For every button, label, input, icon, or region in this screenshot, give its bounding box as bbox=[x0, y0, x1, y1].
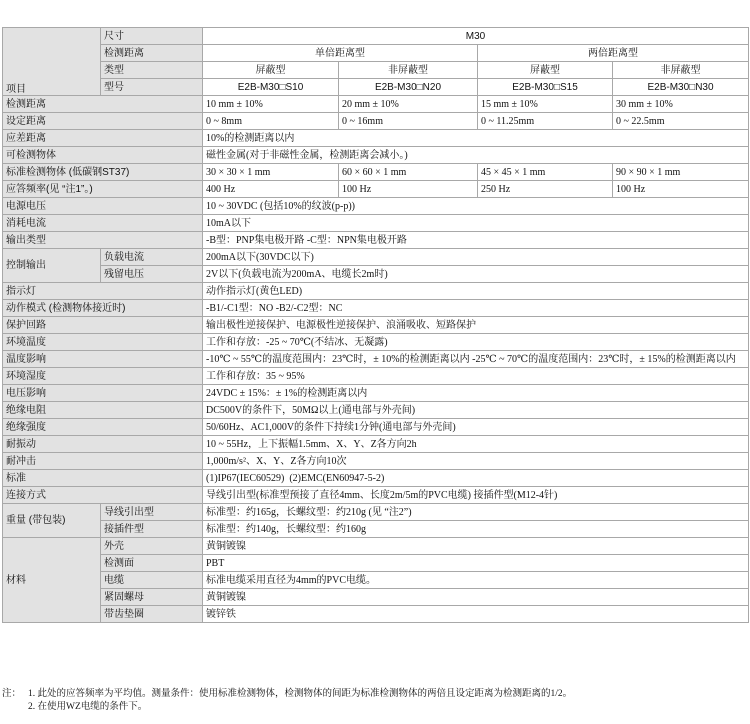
table-row bbox=[3, 589, 749, 606]
row-label: 绝缘电阻 bbox=[3, 402, 203, 419]
row-label: 重量 (带包装) bbox=[3, 504, 101, 538]
cell-value: -B型：PNP集电极开路 -C型：NPN集电极开路 bbox=[203, 232, 749, 249]
note-2: 2. 在使用WZ电缆的条件下。 bbox=[28, 702, 148, 712]
sub-label: 接插件型 bbox=[101, 521, 203, 538]
cell-value: 2V以下(负载电流为200mA、电缆长2m时) bbox=[203, 266, 749, 283]
cell-value: 30 mm ± 10% bbox=[613, 96, 749, 113]
row-label: 标准检测物体 (低碳钢ST37) bbox=[3, 164, 203, 181]
row-label: 可检测物体 bbox=[3, 147, 203, 164]
row-label: 电源电压 bbox=[3, 198, 203, 215]
row-label: 应差距离 bbox=[3, 130, 203, 147]
single-distance-header: 单倍距离型 bbox=[203, 45, 478, 62]
cell-value: 250 Hz bbox=[478, 181, 613, 198]
item-header: 项目 bbox=[3, 28, 101, 96]
cell-value: 100 Hz bbox=[339, 181, 478, 198]
cell-value: PBT bbox=[203, 555, 749, 572]
size-label: 尺寸 bbox=[101, 28, 203, 45]
table-row bbox=[3, 215, 749, 232]
table-row bbox=[3, 402, 749, 419]
cell-value: 400 Hz bbox=[203, 181, 339, 198]
table-row bbox=[3, 130, 749, 147]
cell-value: 0 ~ 22.5mm bbox=[613, 113, 749, 130]
type-unshielded-1: 非屏蔽型 bbox=[339, 62, 478, 79]
table-row bbox=[3, 181, 749, 198]
table-row bbox=[3, 436, 749, 453]
cell-value: 30 × 30 × 1 mm bbox=[203, 164, 339, 181]
cell-value: (1)IP67(IEC60529) (2)EMC(EN60947-5-2) bbox=[203, 470, 749, 487]
row-label: 标准 bbox=[3, 470, 203, 487]
table-row bbox=[3, 96, 749, 113]
table-row bbox=[3, 334, 749, 351]
sub-label: 带齿垫圈 bbox=[101, 606, 203, 623]
table-row bbox=[3, 283, 749, 300]
table-row bbox=[3, 317, 749, 334]
footnotes bbox=[2, 688, 748, 714]
table-row bbox=[3, 351, 749, 368]
table-row bbox=[3, 385, 749, 402]
cell-value: 0 ~ 8mm bbox=[203, 113, 339, 130]
table-row bbox=[3, 538, 749, 555]
row-label: 绝缘强度 bbox=[3, 419, 203, 436]
row-label: 应答频率(见 “注1”。) bbox=[3, 181, 203, 198]
cell-value: 24VDC ± 15%：± 1%的检测距离以内 bbox=[203, 385, 749, 402]
row-label: 保护回路 bbox=[3, 317, 203, 334]
row-label: 耐振动 bbox=[3, 436, 203, 453]
row-label: 输出类型 bbox=[3, 232, 203, 249]
size-value: M30 bbox=[203, 28, 749, 45]
cell-value: 输出极性逆接保护、电源极性逆接保护、浪涌吸收、短路保护 bbox=[203, 317, 749, 334]
sub-label: 负载电流 bbox=[101, 249, 203, 266]
model-label: 型号 bbox=[101, 79, 203, 96]
cell-value: 60 × 60 × 1 mm bbox=[339, 164, 478, 181]
cell-value: -B1/-C1型：NO -B2/-C2型：NC bbox=[203, 300, 749, 317]
row-label: 控制输出 bbox=[3, 249, 101, 283]
cell-value: 45 × 45 × 1 mm bbox=[478, 164, 613, 181]
table-row bbox=[3, 113, 749, 130]
sub-label: 电缆 bbox=[101, 572, 203, 589]
cell-value: 黄铜镀镍 bbox=[203, 538, 749, 555]
table-row bbox=[3, 300, 749, 317]
table-row bbox=[3, 198, 749, 215]
row-label: 动作模式 (检测物体接近时) bbox=[3, 300, 203, 317]
cell-value: 10mA以下 bbox=[203, 215, 749, 232]
row-label: 消耗电流 bbox=[3, 215, 203, 232]
note-1: 1. 此处的应答频率为平均值。测量条件：使用标准检测物体，检测物体的间距为标准检测物体的两倍且设定距离为检测距离的1/2。 bbox=[28, 689, 573, 699]
table-row bbox=[3, 419, 749, 436]
cell-value: 10 ~ 30VDC (包括10%的纹波(p-p)) bbox=[203, 198, 749, 215]
sub-label: 导线引出型 bbox=[101, 504, 203, 521]
cell-value: 0 ~ 11.25mm bbox=[478, 113, 613, 130]
table-row bbox=[3, 368, 749, 385]
row-label: 环境湿度 bbox=[3, 368, 203, 385]
spec-table bbox=[2, 27, 749, 623]
cell-value: 50/60Hz、AC1,000V的条件下持续1分钟(通电部与外壳间) bbox=[203, 419, 749, 436]
cell-value: 0 ~ 16mm bbox=[339, 113, 478, 130]
row-label: 连接方式 bbox=[3, 487, 203, 504]
cell-value: 10%的检测距离以内 bbox=[203, 130, 749, 147]
row-label: 指示灯 bbox=[3, 283, 203, 300]
table-row bbox=[3, 555, 749, 572]
cell-value: 15 mm ± 10% bbox=[478, 96, 613, 113]
cell-value: 200mA以下(30VDC以下) bbox=[203, 249, 749, 266]
row-label: 设定距离 bbox=[3, 113, 203, 130]
notes-prefix: 注： bbox=[2, 689, 22, 699]
type-unshielded-2: 非屏蔽型 bbox=[613, 62, 749, 79]
cell-value: 100 Hz bbox=[613, 181, 749, 198]
cell-value: 标准型：约165g，长螺纹型：约210g (见 “注2”) bbox=[203, 504, 749, 521]
distance-label: 检测距离 bbox=[101, 45, 203, 62]
row-label: 耐冲击 bbox=[3, 453, 203, 470]
cell-value: DC500V的条件下，50MΩ以上(通电部与外壳间) bbox=[203, 402, 749, 419]
row-label: 材料 bbox=[3, 538, 101, 623]
cell-value: 动作指示灯(黄色LED) bbox=[203, 283, 749, 300]
table-row bbox=[3, 164, 749, 181]
table-row bbox=[3, 504, 749, 521]
table-row bbox=[3, 453, 749, 470]
cell-value: 1,000m/s²、X、Y、Z各方向10次 bbox=[203, 453, 749, 470]
cell-value: 90 × 90 × 1 mm bbox=[613, 164, 749, 181]
cell-value: 标准型：约140g，长螺纹型：约160g bbox=[203, 521, 749, 538]
row-label: 环境温度 bbox=[3, 334, 203, 351]
row-label: 温度影响 bbox=[3, 351, 203, 368]
model-4: E2B-M30□N30 bbox=[613, 79, 749, 96]
table-row bbox=[3, 147, 749, 164]
cell-value: 导线引出型(标准型预接了直径4mm、长度2m/5m的PVC电缆) 接插件型(M12-4针) bbox=[203, 487, 749, 504]
table-row bbox=[3, 232, 749, 249]
model-3: E2B-M30□S15 bbox=[478, 79, 613, 96]
cell-value: 磁性金属(对于非磁性金属，检测距离会减小。) bbox=[203, 147, 749, 164]
model-2: E2B-M30□N20 bbox=[339, 79, 478, 96]
type-label: 类型 bbox=[101, 62, 203, 79]
double-distance-header: 两倍距离型 bbox=[478, 45, 749, 62]
cell-value: 20 mm ± 10% bbox=[339, 96, 478, 113]
cell-value: 10 ~ 55Hz，上下振幅1.5mm、X、Y、Z各方向2h bbox=[203, 436, 749, 453]
model-1: E2B-M30□S10 bbox=[203, 79, 339, 96]
table-row bbox=[3, 606, 749, 623]
cell-value: 标准电缆采用直径为4mm的PVC电缆。 bbox=[203, 572, 749, 589]
table-row bbox=[3, 487, 749, 504]
cell-value: -10℃ ~ 55℃的温度范围内：23℃时，± 10%的检测距离以内 -25℃ ~ 70℃的温度范围内：23℃时，± 15%的检测距离以内 bbox=[203, 351, 749, 368]
sub-label: 残留电压 bbox=[101, 266, 203, 283]
row-label: 检测距离 bbox=[3, 96, 203, 113]
sub-label: 外壳 bbox=[101, 538, 203, 555]
cell-value: 工作和存放：35 ~ 95% bbox=[203, 368, 749, 385]
row-label: 电压影响 bbox=[3, 385, 203, 402]
sub-label: 检测面 bbox=[101, 555, 203, 572]
table-row bbox=[3, 521, 749, 538]
sub-label: 紧固螺母 bbox=[101, 589, 203, 606]
cell-value: 10 mm ± 10% bbox=[203, 96, 339, 113]
cell-value: 工作和存放：-25 ~ 70℃(不结冰、无凝露) bbox=[203, 334, 749, 351]
cell-value: 黄铜镀镍 bbox=[203, 589, 749, 606]
table-row bbox=[3, 470, 749, 487]
cell-value: 镀锌铁 bbox=[203, 606, 749, 623]
type-shielded-2: 屏蔽型 bbox=[478, 62, 613, 79]
table-row bbox=[3, 572, 749, 589]
table-row bbox=[3, 266, 749, 283]
table-row bbox=[3, 249, 749, 266]
type-shielded-1: 屏蔽型 bbox=[203, 62, 339, 79]
